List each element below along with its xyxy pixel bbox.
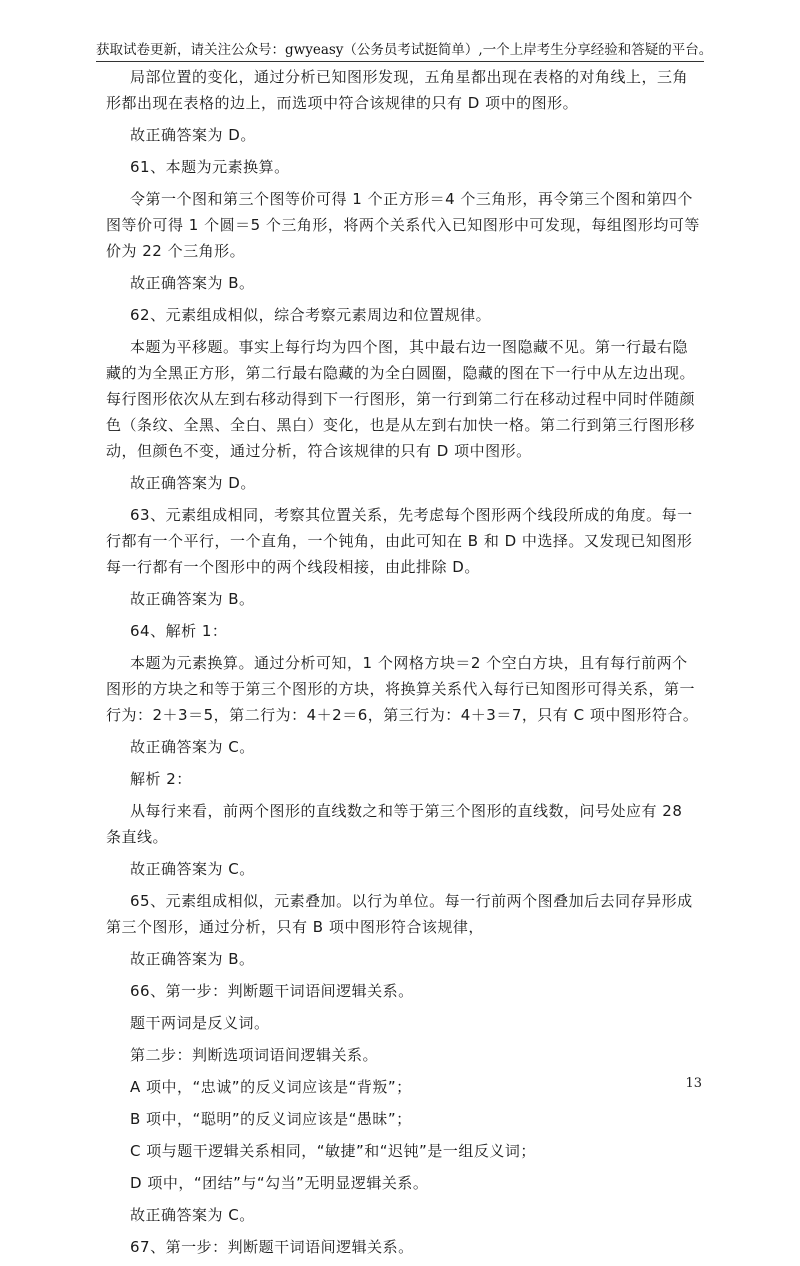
paragraph: 本题为元素换算。通过分析可知，1 个网格方块＝2 个空白方块，且有每行前两个图形的方块之和等于第三个图形的方块，将换算关系代入每行已知图形可得关系，第一行为：2＋3＝5，第二行为：4＋2＝6，第三行为：4＋3＝7，只有 C 项中图形符合。 [106, 654, 699, 724]
paragraph: 66、第一步：判断题干词语间逻辑关系。 [130, 982, 414, 1000]
paragraph: 本题为平移题。事实上每行均为四个图，其中最右边一图隐藏不见。第一行最右隐藏的为全黑正方形，第二行最右隐藏的为全白圆圈，隐藏的图在下一行中从左边出现。每行图形依次从左到右移动得到下一行图形，第一行到第二行在移动过程中同时伴随颜色（条纹、全黑、全白、黑白）变化，也是从左到右加快一格。第二行到第三行图形移动，但颜色不变，通过分析，符合该规律的只有 D 项中图形。 [106, 338, 696, 460]
paragraph: 故正确答案为 B。 [130, 950, 255, 968]
page-number: 13 [685, 1076, 702, 1091]
paragraph: 从每行来看，前两个图形的直线数之和等于第三个图形的直线数，问号处应有 28 条直线。 [106, 802, 683, 846]
paragraph: 61、本题为元素换算。 [130, 158, 290, 176]
paragraph: 64、解析 1： [130, 622, 228, 640]
paragraph: 故正确答案为 D。 [130, 474, 256, 492]
paragraph: 故正确答案为 C。 [130, 738, 255, 756]
paragraph: 第二步：判断选项词语间逻辑关系。 [130, 1046, 379, 1064]
paragraph: 故正确答案为 C。 [130, 1206, 255, 1224]
paragraph: 故正确答案为 B。 [130, 274, 255, 292]
header-divider [96, 61, 704, 62]
paragraph: D 项中，“团结”与“勾当”无明显逻辑关系。 [130, 1174, 429, 1192]
paragraph: A 项中，“忠诚”的反义词应该是“背叛”； [130, 1078, 412, 1096]
paragraph: 67、第一步：判断题干词语间逻辑关系。 [130, 1238, 414, 1256]
paragraph: 故正确答案为 B。 [130, 590, 255, 608]
paragraph: B 项中，“聪明”的反义词应该是“愚昧”； [130, 1110, 412, 1128]
paragraph: C 项与题干逻辑关系相同，“敏捷”和“迟钝”是一组反义词； [130, 1142, 536, 1160]
paragraph: 局部位置的变化，通过分析已知图形发现，五角星都出现在表格的对角线上，三角形都出现在表格的边上，而选项中符合该规律的只有 D 项中的图形。 [106, 68, 689, 112]
paragraph: 题干两词是反义词。 [130, 1014, 270, 1032]
paragraph: 故正确答案为 C。 [130, 860, 255, 878]
paragraph: 故正确答案为 D。 [130, 126, 256, 144]
page-header: 获取试卷更新，请关注公众号：gwyeasy（公务员考试挺简单）,一个上岸考生分享经验和答疑的平台。 [96, 42, 713, 58]
paragraph: 解析 2： [130, 770, 192, 788]
paragraph: 65、元素组成相似，元素叠加。以行为单位。每一行前两个图叠加后去同存异形成第三个图形，通过分析，只有 B 项中图形符合该规律， [106, 892, 693, 936]
document-body [106, 64, 700, 1266]
paragraph: 62、元素组成相似，综合考察元素周边和位置规律。 [130, 306, 492, 324]
paragraph: 63、元素组成相同，考察其位置关系，先考虑每个图形两个线段所成的角度。每一行都有一个平行，一个直角，一个钝角，由此可知在 B 和 D 中选择。又发现已知图形每一行都有一个图形中的两个线段相接，由此排除 D。 [106, 506, 693, 576]
paragraph: 令第一个图和第三个图等价可得 1 个正方形＝4 个三角形，再令第三个图和第四个图等价可得 1 个圆＝5 个三角形，将两个关系代入已知图形中可发现，每组图形均可等价为 22 个三角形。 [106, 190, 700, 260]
